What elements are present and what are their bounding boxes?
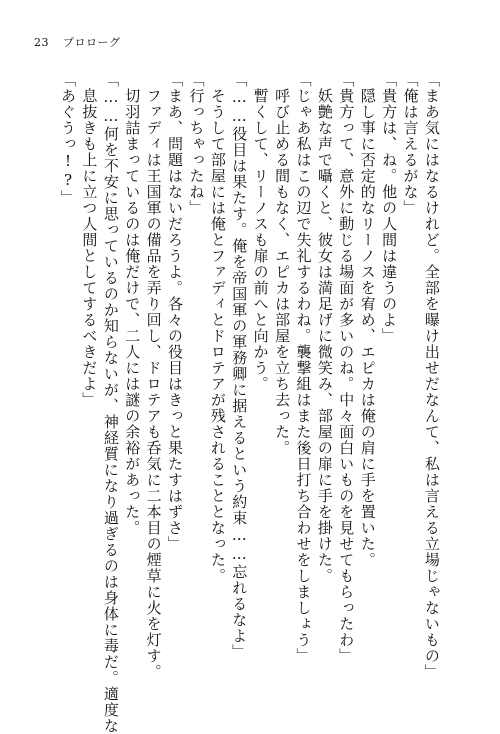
text-line: 「俺は言えるがな」 — [401, 72, 420, 216]
text-line: 「まあ気にはなるけれど。全部を曝け出せだなんて、私は言える立場じゃないもの」 — [422, 72, 441, 680]
text-line: ファディは王国軍の備品を弄り回し、ドロテアも呑気に二本目の煙草に火を灯す。 — [144, 72, 163, 680]
text-line: 隠し事に否定的なリーノスを宥め、エピカは俺の肩に手を置いた。 — [358, 72, 377, 568]
text-line: 暫くして、リーノスも扉の前へと向かう。 — [251, 72, 270, 392]
text-line: 「まあ、問題はないだろうよ。各々の役目はきっと果たすはずさ」 — [166, 72, 185, 552]
text-line: 「あぐうっ!?」 — [59, 72, 77, 206]
text-line: 「……何を不安に思っているのか知らないが、神経質になり過ぎるのは身体に毒だ。適度な — [101, 72, 120, 734]
page-number: 23 — [34, 36, 49, 49]
text-line: 「行っちゃったね」 — [187, 72, 206, 216]
text-line: 「じゃあ私はこの辺で失礼するわね。襲撃組はまた後日打ち合わせをしましょう」 — [294, 72, 313, 664]
text-line: 「貴方って、意外に動じる場面が多いのね。中々面白いものを見せてもらったわ」 — [337, 72, 356, 664]
text-line: 呼び止める間もなく、エピカは部屋を立ち去った。 — [273, 72, 292, 456]
page-header — [34, 34, 121, 50]
text-line: 息抜きも上に立つ人間としてするべきだよ」 — [80, 72, 99, 408]
chapter-title: プロローグ — [63, 36, 121, 49]
text-line: 妖艶な声で囁くと、彼女は満足げに微笑み、部屋の扉に手を掛けた。 — [315, 72, 334, 584]
text-line: 切羽詰まっているのは俺だけで、二人には謎の余裕があった。 — [123, 72, 142, 536]
text-line: 「……役目は果たす。俺を帝国軍の軍務卿に据えるという約束……忘れるなよ」 — [230, 72, 249, 660]
vertical-text-body — [59, 72, 441, 734]
text-line: 「貴方は、ね。他の人間は違うのよ」 — [380, 72, 399, 344]
text-line: そうして部屋には俺とファディとドロテアが残されることとなった。 — [208, 72, 227, 584]
